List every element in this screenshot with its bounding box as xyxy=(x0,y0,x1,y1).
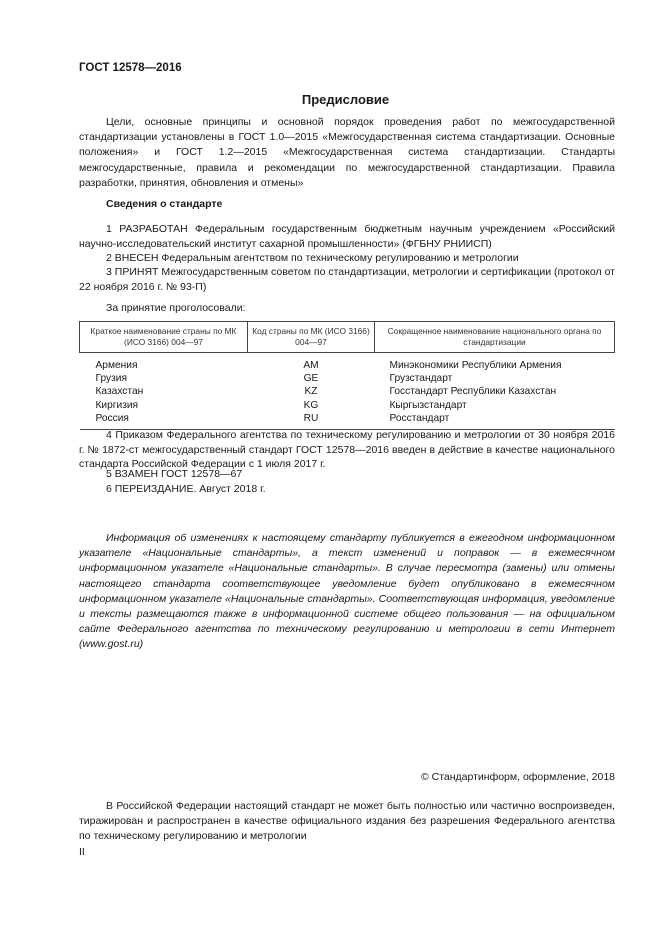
item-reissue: 6 ПЕРЕИЗДАНИЕ. Август 2018 г. xyxy=(106,483,266,495)
page-title: Предисловие xyxy=(301,92,390,107)
country-code: KZ xyxy=(304,386,318,398)
copyright-line: © Стандартинформ, оформление, 2018 xyxy=(420,771,615,783)
voting-table xyxy=(79,321,615,430)
table-header-country: Краткое наименование страны по МК (ИСО 3166) 004—97 xyxy=(80,322,248,353)
standard-designation: ГОСТ 12578—2016 xyxy=(79,62,182,74)
standards-body: Минэкономики Республики Армения xyxy=(389,360,562,371)
country-code: AM xyxy=(303,360,319,371)
section-title: Сведения о стандарте xyxy=(106,198,223,210)
changes-information-note: Информация об изменениях к настоящему стандарту публикуется в ежегодном информационном указателе «Национальные стандарты», а текст изменений и поправок — в ежемесячном информационном указателе «Национальные стандарты». В случае пересмотра (замены) или отмены настоящего стандарта соответствующее уведомление будет опубликовано в ежемесячном информационном указателе «Национальные стандарты». Соответствующая информация, уведомление и тексты размещаются также в информационной системе общего пользования — на официальном сайте Федерального агентства по техническому регулированию и метрологии в сети Интернет (www.gost.ru) xyxy=(79,532,615,651)
standards-body: Грузстандарт xyxy=(389,373,453,385)
table-row xyxy=(80,399,615,412)
country-code: KG xyxy=(303,399,319,411)
standards-body: Кыргызстандарт xyxy=(389,399,467,411)
item-adopted: 3 ПРИНЯТ Межгосударственным советом по стандартизации, метрологии и сертификации (протокол от 22 ноября 2016 г. № 93-П) xyxy=(79,266,615,293)
country-name: Армения xyxy=(95,360,138,371)
table-header-code: Код страны по МК (ИСО 3166) 004—97 xyxy=(248,322,375,353)
intro-paragraph: Цели, основные принципы и основной порядок проведения работ по межгосударственной стандартизации установлены в ГОСТ 1.0—2015 «Межгосударственная система стандартизации. Основные положения» и ГОСТ 1.2—2015 «Межгосударственная система стандартизации. Стандарты межгосударственные, правила и рекомендации по межгосударственной стандартизации. Правила разработки, принятия, обновления и отмены» xyxy=(79,116,615,189)
reproduction-restriction: В Российской Федерации настоящий стандарт не может быть полностью или частично воспроизведен, тиражирован и распространен в качестве официального издания без разрешения Федерального агентства по техническому регулированию и метрологии xyxy=(79,800,615,843)
table-row xyxy=(80,372,615,385)
table-header-row xyxy=(80,322,615,353)
country-name: Казахстан xyxy=(95,386,144,398)
table-row xyxy=(80,353,615,373)
item-developed: 1 РАЗРАБОТАН Федеральным государственным бюджетным научным учреждением «Российский научно-исследовательский институт сахарной промышленности» (ФГБНУ РНИИСП) xyxy=(79,223,615,250)
item-replaces: 5 ВЗАМЕН ГОСТ 12578—67 xyxy=(106,468,243,480)
table-row xyxy=(80,385,615,398)
table-row xyxy=(80,412,615,430)
item-enacted: 4 Приказом Федерального агентства по техническому регулированию и метрологии от 30 ноября 2016 г. № 1872-ст межгосударственный стандарт ГОСТ 12578—2016 введен в действие в качестве национального стандарта Российской Федерации с 1 июля 2017 г. xyxy=(79,429,615,471)
item-submitted: 2 ВНЕСЕН Федеральным агентством по техническому регулированию и метрологии xyxy=(106,252,519,264)
country-name: Россия xyxy=(95,412,129,424)
country-name: Киргизия xyxy=(95,399,139,411)
page-number: II xyxy=(79,846,85,858)
table-header-body: Сокращенное наименование национального органа по стандартизации xyxy=(375,322,615,353)
standards-body: Госстандарт Республики Казахстан xyxy=(389,386,557,398)
country-name: Грузия xyxy=(95,373,127,385)
standards-body: Росстандарт xyxy=(389,412,450,424)
vote-intro: За принятие проголосовали: xyxy=(106,302,246,314)
country-code: GE xyxy=(303,373,319,385)
country-code: RU xyxy=(303,412,319,424)
